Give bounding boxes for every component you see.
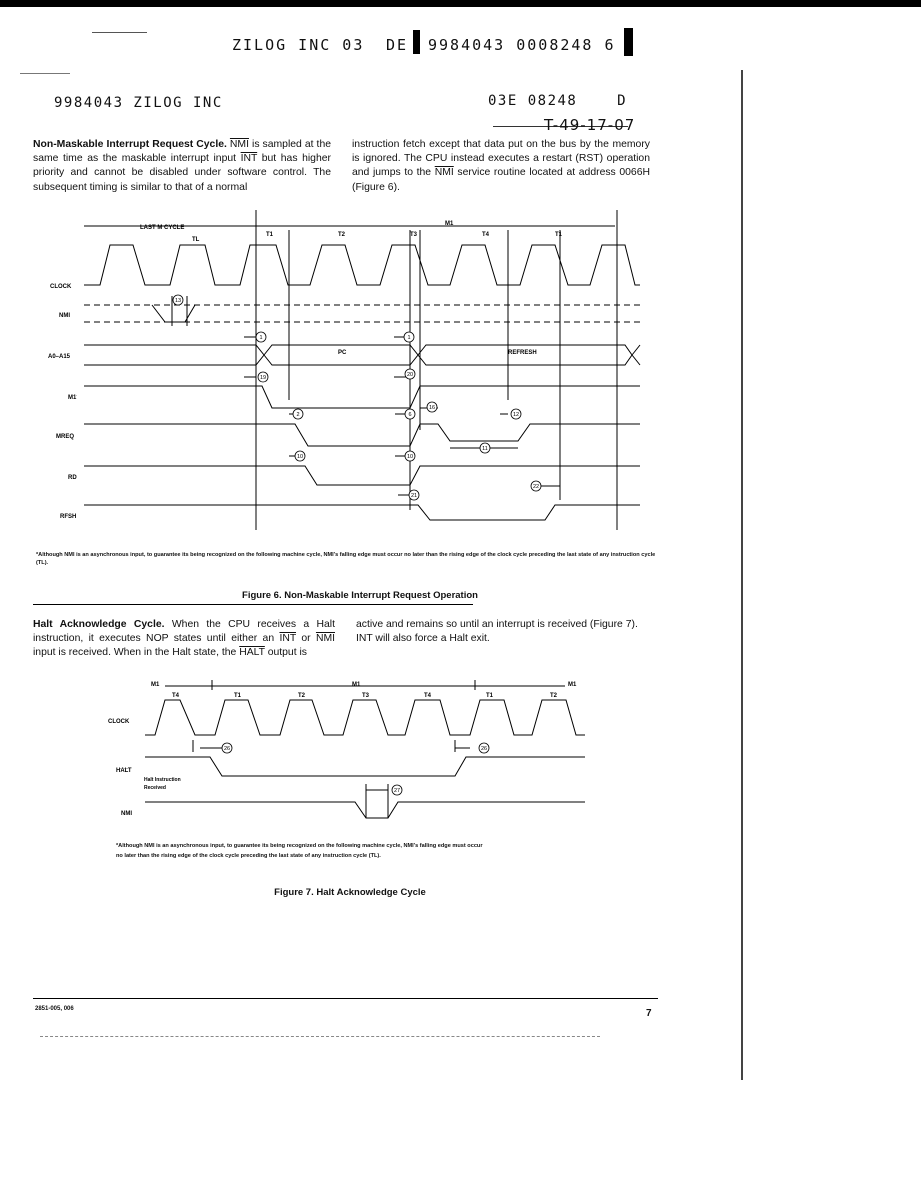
figure-7-footnote-2: no later than the rising edge of the clock cycle preceding the last state of any instruction cycle (TL). xyxy=(116,853,381,859)
label-pc: PC xyxy=(338,350,347,356)
figure-7-footnote-1: *Although NMI is an asynchronous input, to guarantee its being recognized on the following machine cycle, NMI's falling edge must occur xyxy=(116,843,483,849)
callout: 26 xyxy=(223,746,231,752)
stamp-de: DE xyxy=(386,36,409,54)
callout: 21 xyxy=(410,493,418,499)
stamp-right: 9984043 0008248 6 xyxy=(428,36,616,54)
nmi-paragraph-col1 xyxy=(33,138,331,195)
halt-text-c: input is received. When in the Halt state, the xyxy=(33,647,240,659)
label-t2: T2 xyxy=(298,693,306,699)
callout: 1 xyxy=(407,335,411,341)
figure-6-caption: Figure 6. Non-Maskable Interrupt Request Operation xyxy=(242,590,478,601)
label-m1b: M1 xyxy=(352,682,361,688)
nmi-pulse xyxy=(152,305,195,322)
nmi-text-b: but has higher priority and cannot be disabled under software control. The subsequent timing is similar to that of a normal xyxy=(33,153,331,193)
footer-doc-code: 2851-005, 006 xyxy=(35,1006,74,1012)
nmi-term: $\overline{NMI}$ xyxy=(229,139,249,150)
callout: 11 xyxy=(482,446,488,452)
callout: 10 xyxy=(296,454,304,460)
addr-bus-before xyxy=(84,345,264,365)
halt-text-b: or xyxy=(296,633,316,645)
label-t4: T4 xyxy=(482,232,490,238)
figure-6-footnote: *Although NMI is an asynchronous input, to guarantee its being recognized on the following machine cycle, NMI's falling edge must occur no later than the rising edge of the clock cycle preceding the last state of any instruction cycle (TL). xyxy=(36,552,656,566)
nmi-text-c: instruction fetch except that data put on the bus by the memory is ignored. The CPU instead executes a restart (RST) operation and jumps to the xyxy=(352,139,650,179)
label-t1: T1 xyxy=(266,232,274,238)
label-m1a: M1 xyxy=(151,682,160,688)
label-t2: T2 xyxy=(338,232,346,238)
callout: 19 xyxy=(259,375,267,381)
scan-line xyxy=(20,73,70,74)
label-mreq: MREQ xyxy=(56,434,74,440)
label-tl: TL xyxy=(192,237,200,243)
label-t4b: T4 xyxy=(424,693,432,699)
callout: 1 xyxy=(259,335,263,341)
callout: 12 xyxy=(512,412,520,418)
figure-7-caption: Figure 7. Halt Acknowledge Cycle xyxy=(274,887,426,898)
label-halt-note-1: Halt Instruction xyxy=(144,777,181,783)
halt-heading: Halt Acknowledge Cycle. xyxy=(33,619,165,630)
halt-term: HALT xyxy=(239,647,265,659)
label-m1c: M1 xyxy=(568,682,577,688)
label-last-m-cycle: LAST M CYCLE xyxy=(140,225,185,231)
callout: 2 xyxy=(296,412,300,418)
label-t2b: T2 xyxy=(550,693,558,699)
label-nmi: NMI xyxy=(59,313,70,319)
int-term: $\overline{INT}$ xyxy=(279,633,297,645)
callout: 26 xyxy=(480,746,488,752)
stamp-bar xyxy=(413,30,420,54)
stamp-left: ZILOG INC 03 xyxy=(232,36,365,54)
page-number: 7 xyxy=(646,1008,652,1019)
nmi-text-a: is sampled at the same time as the maskable interrupt input xyxy=(33,139,331,165)
clock-waveform xyxy=(84,245,640,285)
label-t4: T4 xyxy=(172,693,180,699)
label-t1: T1 xyxy=(234,693,242,699)
label-clock: CLOCK xyxy=(50,284,72,290)
footer-rule xyxy=(33,998,658,999)
label-halt-note-2: Received xyxy=(144,785,166,791)
label-t3: T3 xyxy=(362,693,370,699)
callout: 22 xyxy=(532,484,540,490)
nmi-paragraph-col2 xyxy=(352,138,650,195)
label-rd: RD xyxy=(68,475,77,481)
figure-6-rule xyxy=(33,604,473,605)
label-m1: M1 xyxy=(445,221,454,227)
scan-top-border xyxy=(0,0,921,7)
callout: 20 xyxy=(406,372,414,378)
figure-6-timing-diagram xyxy=(0,200,921,600)
figure-7-timing-diagram xyxy=(0,670,921,860)
label-t3: T3 xyxy=(410,232,418,238)
mreq-waveform xyxy=(84,424,640,446)
label-nmi-fig7: NMI xyxy=(121,811,132,817)
int-term: $\overline{INT}$ xyxy=(240,153,258,165)
label-t1b: T1 xyxy=(555,232,563,238)
callout: 16 xyxy=(428,405,436,411)
nmi-heading: Non-Maskable Interrupt Request Cycle. xyxy=(33,139,227,150)
label-m1-signal: M1 xyxy=(68,395,77,401)
nmi-term: $\overline{NMI}$ xyxy=(434,167,454,179)
label-rfsh: RFSH xyxy=(60,514,77,520)
clock-waveform-fig7 xyxy=(145,700,585,735)
callout: 27 xyxy=(393,788,401,794)
nmi-text-d: service routine located at address 0066H (Figure 6). xyxy=(352,167,650,193)
stamp-bar xyxy=(624,28,633,56)
scan-line xyxy=(92,32,147,33)
label-t1b: T1 xyxy=(486,693,494,699)
halt-paragraph-col1 xyxy=(33,618,335,661)
header-left: 9984043 ZILOG INC xyxy=(54,95,223,111)
rfsh-waveform xyxy=(84,505,640,520)
label-refresh: REFRESH xyxy=(508,350,537,356)
callout: 6 xyxy=(408,412,412,418)
halt-text-a: When the CPU receives a Halt instruction, it executes NOP states until either an xyxy=(33,619,336,645)
halt-waveform xyxy=(145,757,585,776)
header-right: 03E 08248 D xyxy=(488,93,628,109)
halt-paragraph-col2: active and remains so until an interrupt is received (Figure 7). INT will also force a Halt exit. xyxy=(356,619,638,645)
nmi-term: $\overline{NMI}$ xyxy=(315,633,335,645)
label-addr: A0–A15 xyxy=(48,354,71,360)
rd-waveform xyxy=(84,466,640,485)
callout: 10 xyxy=(406,454,414,460)
m1-waveform xyxy=(84,386,640,408)
label-clock-fig7: CLOCK xyxy=(108,719,130,725)
nmi-waveform-fig7 xyxy=(145,802,585,818)
halt-text-d: output is xyxy=(264,647,307,659)
label-halt: HALT xyxy=(116,768,132,774)
scan-noise-line xyxy=(40,1036,600,1037)
handwritten-code: T-49-17-07 xyxy=(544,116,636,134)
callout: 13 xyxy=(174,298,182,304)
